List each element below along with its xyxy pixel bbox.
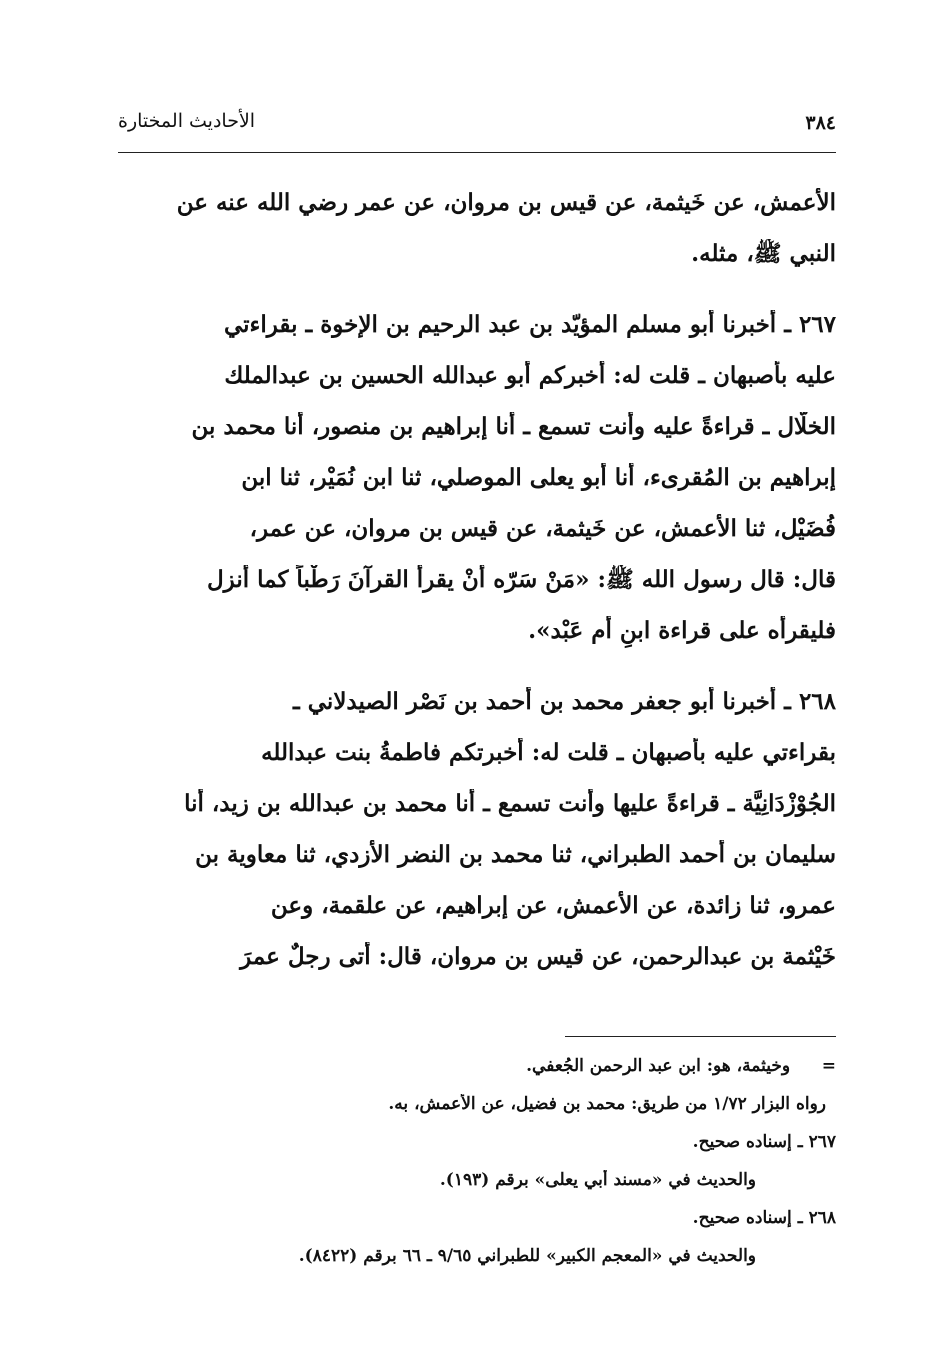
hadith-267-line: ٢٦٧ ـ أخبرنا أبو مسلم المؤيّد بن عبد الرحيم بن الإخوة ـ بقراءتي <box>223 311 836 338</box>
footnote-line: والحديث في «مسند أبي يعلى» برقم (١٩٣). <box>439 1170 756 1190</box>
running-title: الأحاديث المختارة <box>118 110 256 132</box>
main-text <box>118 188 836 993</box>
footnote-line: رواه البزار ١/٧٢ من طريق: محمد بن فضيل، عن الأعمش، به. <box>388 1094 826 1114</box>
text-line: قال: قال رسول الله ﷺ: «مَنْ سَرّه أنْ يقرأ القرآنَ رَطْباً كما أُنزل <box>206 566 836 593</box>
text-line: الجُوْزْدَانِيَّة ـ قراءةً عليها وأنت تسمع ـ أنا محمد بن عبدالله بن زيد، أنا <box>184 790 836 817</box>
text-line: خَيْثمة بن عبدالرحمن، عن قيس بن مروان، قال: أتى رجلٌ عمرَ <box>240 943 836 970</box>
footnote-line: وخيثمة، هو: ابن عبد الرحمن الجُعفي. <box>526 1056 791 1076</box>
footnotes <box>110 1056 836 1284</box>
continuation-marker: = <box>821 1056 836 1076</box>
text-line: عليه بأصبهان ـ قلت له: أخبركم أبو عبدالله الحسين بن عبدالملك <box>224 362 836 389</box>
footnote-line: والحديث في «المعجم الكبير» للطبراني ٩/٦٥ ـ ٦٦ برقم (٨٤٢٢). <box>298 1246 756 1266</box>
text-line: إبراهيم بن المُقرىء، أنا أبو يعلى الموصلي، ثنا ابن نُمَيْر، ثنا ابن <box>241 464 836 491</box>
text-line: النبي ﷺ، مثله. <box>691 240 836 267</box>
text-line: عمرو، ثنا زائدة، عن الأعمش، عن إبراهيم، عن علقمة، وعن <box>270 892 836 919</box>
hadith-268-line: ٢٦٨ ـ أخبرنا أبو جعفر محمد بن أحمد بن نَصْر الصيدلاني ـ <box>293 688 836 715</box>
text-line: سليمان بن أحمد الطبراني، ثنا محمد بن النضر الأزدي، ثنا معاوية بن <box>195 841 836 868</box>
text-line: فُضَيْل، ثنا الأعمش، عن خَيثمة، عن قيس بن مروان، عن عمر، <box>249 515 836 542</box>
page-number: ٣٨٤ <box>805 112 836 134</box>
footnote-rule <box>565 1036 836 1037</box>
footnote-268: ٢٦٨ ـ إسناده صحيح. <box>692 1208 836 1228</box>
text-line: الأعمش، عن خَيثمة، عن قيس بن مروان، عن عمر رضي الله عنه عن <box>176 189 836 216</box>
footnote-267: ٢٦٧ ـ إسناده صحيح. <box>692 1132 836 1152</box>
text-line: فليقرأه على قراءة ابنِ أُم عَبْد». <box>528 617 836 644</box>
header-rule <box>118 152 836 153</box>
page-header <box>118 108 836 144</box>
text-line: الخلّال ـ قراءةً عليه وأنت تسمع ـ أنا إبراهيم بن منصور، أنا محمد بن <box>191 413 836 440</box>
text-line: بقراءتي عليه بأصبهان ـ قلت له: أخبرتكم فاطمةُ بنت عبدالله <box>261 739 836 766</box>
